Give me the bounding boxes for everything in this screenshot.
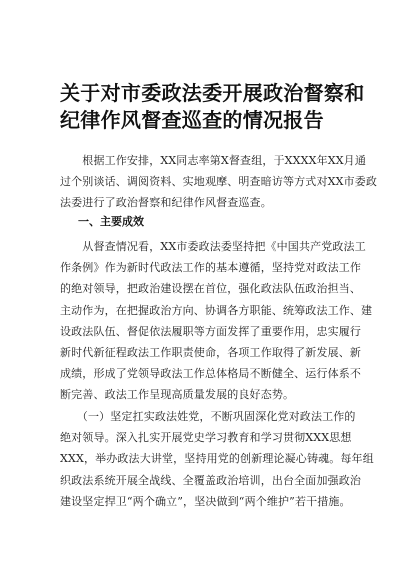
text-line: 成绩，形成了党领导政法工作总体格局不断健全、运行体系不: [60, 367, 362, 381]
text-line: 建设坚定捍卫“两个确立”，坚决做到“两个维护”若干措施。: [60, 494, 351, 508]
text-line: （一）坚定扛实政法姓党，不断巩固深化党对政法工作的: [60, 410, 356, 423]
document-title: [60, 80, 365, 134]
subsection-paragraph: [60, 406, 374, 512]
text-line: 的绝对领导，把政治建设摆在首位，强化政法队伍政治担当、: [60, 282, 362, 296]
text-line: 织政法系统开展全战线、全覆盖政治培训，出台全面加强政治: [60, 473, 362, 487]
text-line: 主动作为，在把握政治方向、协调各方职能、统筹政法工作、建: [60, 303, 373, 317]
text-line: XXX，举办政法大讲堂，坚持用党的创新理论凝心铸魂。每年组: [60, 452, 374, 466]
title-line: 纪律作风督查巡查的情况报告: [60, 108, 324, 132]
text-line: 作条例》作为新时代政法工作的基本遵循，坚持党对政法工作: [60, 261, 362, 275]
text-line: 根据工作安排，XX同志率第X督查组，于XXXX年XX月通: [60, 154, 366, 167]
text-line: 从督查情况看，XX市委政法委坚持把《中国共产党政法工: [60, 240, 366, 253]
text-line: 法委进行了政治督察和纪律作风督查巡查。: [60, 196, 272, 210]
text-line: 过个别谈话、调阅资料、实地观摩、明查暗访等方式对XX市委政: [60, 175, 378, 189]
text-line: 新时代新征程政法工作职责使命，各项工作取得了新发展、新: [60, 346, 362, 360]
section-heading: 一、主要成效: [78, 215, 144, 228]
text-line: 设政法队伍、督促依法履职等方面发挥了重要作用，忠实履行: [60, 324, 362, 338]
text-line: 绝对领导。深入扎实开展党史学习教育和学习贯彻XXX思想: [60, 431, 352, 445]
text-line: 断完善、政法工作呈现高质量发展的良好态势。: [60, 388, 295, 402]
title-line: 关于对市委政法委开展政治督察和: [60, 81, 365, 105]
intro-paragraph: [60, 150, 378, 214]
achievements-paragraph: [60, 236, 373, 406]
